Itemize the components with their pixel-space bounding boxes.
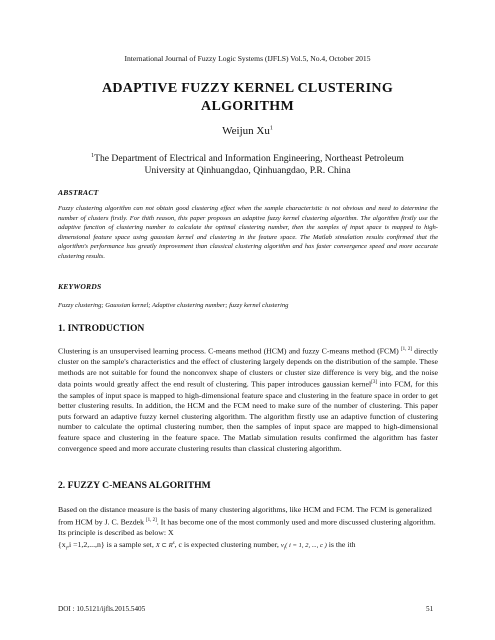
fcm-heading: 2. FUZZY C-MEANS ALGORITHM <box>58 480 211 491</box>
fcm-eq-part-a: {x <box>58 540 66 549</box>
keywords-text: Fuzzy clustering; Gaussian kernel; Adaptive clustering number; fuzzy kernel clustering <box>58 302 289 309</box>
fcm-paragraph <box>58 505 438 538</box>
math-v: v <box>280 542 284 549</box>
fcm-eq-part-d: , c is expected clustering number, <box>174 540 279 549</box>
page-number: 51 <box>426 605 434 613</box>
intro-text-2: directly cluster on the sample's characteristics and the effect of clustering largely depends on the distribution of the sample. These methods are not suitable for found the nonconvex shape of clusters or cluster size difference is very big, and the noise data points would greatly affect the end result of clustering. This paper introduces gaussian kernel <box>58 346 438 389</box>
title-line-2: ALGORITHM <box>201 99 294 114</box>
intro-text-1: Clustering is an unsupervised learning process. C-means method (HCM) and fuzzy C-means method (FCM) <box>58 346 401 356</box>
journal-header: International Journal of Fuzzy Logic Systems (IJFLS) Vol.5, No.4, October 2015 <box>124 54 371 63</box>
affiliation <box>70 150 425 177</box>
keywords-heading: KEYWORDS <box>58 282 102 291</box>
math-set-sup: s <box>172 540 175 546</box>
author <box>0 125 495 137</box>
abstract-heading: ABSTRACT <box>58 188 99 197</box>
fcm-eq-part-c: ,i =1,2,...,n} is a sample set, <box>67 540 154 549</box>
intro-heading: 1. INTRODUCTION <box>58 323 145 334</box>
fcm-text-2: . It has become one of the most commonly used and more discussed clustering algorithm. Its principle is described as below: X <box>58 517 436 537</box>
intro-paragraph <box>58 345 438 454</box>
intro-citation-1: [1, 2] <box>400 347 412 352</box>
footer-doi: DOI : 10.5121/ijfls.2015.5405 <box>58 605 146 613</box>
fcm-text-1: Based on the distance measure is the basis of many clustering algorithms, like HCM and FCM. The FCM is generalized from HCM by J. C. Bezdek <box>58 505 432 527</box>
affiliation-text: The Department of Electrical and Information Engineering, Northeast Petroleum University at Qinhuangdao, Qinhuangdao, P.R. China <box>94 153 404 177</box>
math-v-range: ( i = 1, 2, ..., c ) <box>285 542 327 549</box>
fcm-eq-part-e: is the ith <box>328 540 356 549</box>
intro-citation-2: [3] <box>371 380 378 386</box>
math-set-text: X ⊂ R <box>155 542 173 549</box>
fcm-citation: [1, 2] <box>145 517 157 523</box>
paper-title <box>60 80 435 116</box>
math-v-sub: i <box>283 546 286 552</box>
intro-text-3: into FCM, for this the samples of input space is mapped to high-dimensional feature space and clustering in the feature space in order to get better clustering results. In addition, the HCM and the FCM need to make sure of the number of clustering. This paper puts forward an adaptive fuzzy kernel clustering algorithm. The algorithm firstly use an adaptive function of clustering number to calculate the optimal clustering number, then the samples of input space are mapped to high-dimensional feature space and clustering in the feature space. The Matlab simulation results confirmed the algorithm has faster convergence speed and more accurate clustering results than classical clustering algorithm. <box>58 379 439 453</box>
fcm-equation-line <box>58 540 438 552</box>
author-name: Weijun Xu <box>222 125 270 137</box>
affiliation-sup: 1 <box>91 153 95 159</box>
math-set-inclusion <box>156 542 175 549</box>
fcm-eq-sub: i <box>65 546 68 552</box>
author-sup: 1 <box>269 125 273 132</box>
math-cluster-center <box>280 542 327 552</box>
abstract-text: Fuzzy clustering algorithm can not obtain good clustering effect when the sample characteristic is not obvious and need to determine the number of clusters firstly. For thith reason, this paper proposes an adaptive fuzzy kernel clustering algorithm. The algorithm firstly use the adaptive function of clustering number to calculate the optimal clustering number, then the samples of input space is mapped to high-dimensional feature space using gaussian kernel and clustering in the feature space. The Matlab simulation results confirmed that the algorithm's performance has greatly improvement than classical clustering algorithm and has faster convergence speed and more accurate clustering results. <box>58 205 438 260</box>
title-line-1: ADAPTIVE FUZZY KERNEL CLUSTERING <box>101 81 394 96</box>
